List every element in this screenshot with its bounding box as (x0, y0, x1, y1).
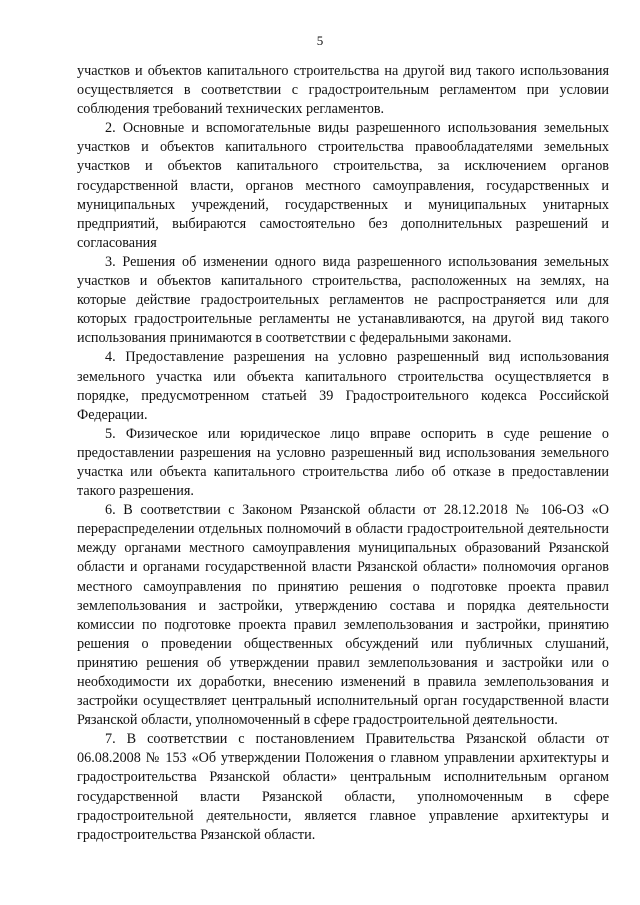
document-body (77, 62, 609, 845)
paragraph-6: 6. В соответствии с Законом Рязанской области от 28.12.2018 № 106-ОЗ «О перераспределении отдельных полномочий в области градостроительной деятельности между органами местного самоуправления муниципальных образований Рязанской области и органами государственной власти Рязанской области» полномочия органов местного самоуправления по принятию решения о подготовке проекта правил землепользования и застройки, утверждению состава и порядка деятельности комиссии по подготовке проекта правил землепользования и застройки, принятию решения о проведении общественных обсуждений или публичных слушаний, принятию решения об утверждении правил землепользования и застройки или о необходимости их доработки, внесению изменений в правила землепользования и застройки осуществляет центральный исполнительный орган государственной власти Рязанской области, уполномоченный в сфере градостроительной деятельности. (77, 502, 609, 729)
paragraph-5: 5. Физическое или юридическое лицо вправе оспорить в суде решение о предоставлении разрешения на условно разрешенный вид использования земельного участка или объекта капитального строительства либо об отказе в предоставлении такого разрешения. (77, 425, 609, 500)
paragraph-4: 4. Предоставление разрешения на условно разрешенный вид использования земельного участка или объекта капитального строительства осуществляется в порядке, предусмотренном статьей 39 Градостроительного кодекса Российской Федерации. (77, 349, 609, 423)
paragraph-3: 3. Решения об изменении одного вида разрешенного использования земельных участков и объектов капитального строительства, расположенных на землях, на которые действие градостроительных регламентов не распространяется или для которых градостроительные регламенты не устанавливаются, на другой вид такого использования принимаются в соответствии с федеральными законами. (77, 253, 609, 347)
paragraph-continuation: участков и объектов капитального строительства на другой вид такого использования осуществляется в соответствии с градостроительным регламентом при условии соблюдения требований технических регламентов. (77, 63, 609, 118)
paragraph-7: 7. В соответствии с постановлением Правительства Рязанской области от 06.08.2008 № 153 «Об утверждении Положения о главном управлении архитектуры и градостроительства Рязанской области» центральным исполнительным органом государственной власти Рязанской области, уполномоченным в сфере градостроительной деятельности, является главное управление архитектуры и градостроительства Рязанской области. (77, 731, 609, 843)
paragraph-2: 2. Основные и вспомогательные виды разрешенного использования земельных участков и объектов капитального строительства правообладателями земельных участков и объектов капитального строительства, за исключением органов государственной власти, органов местного самоуправления, государственных и муниципальных учреждений, государственных и муниципальных унитарных предприятий, выбираются самостоятельно без дополнительных разрешений и согласования (77, 120, 609, 251)
page-number: 5 (316, 33, 324, 48)
